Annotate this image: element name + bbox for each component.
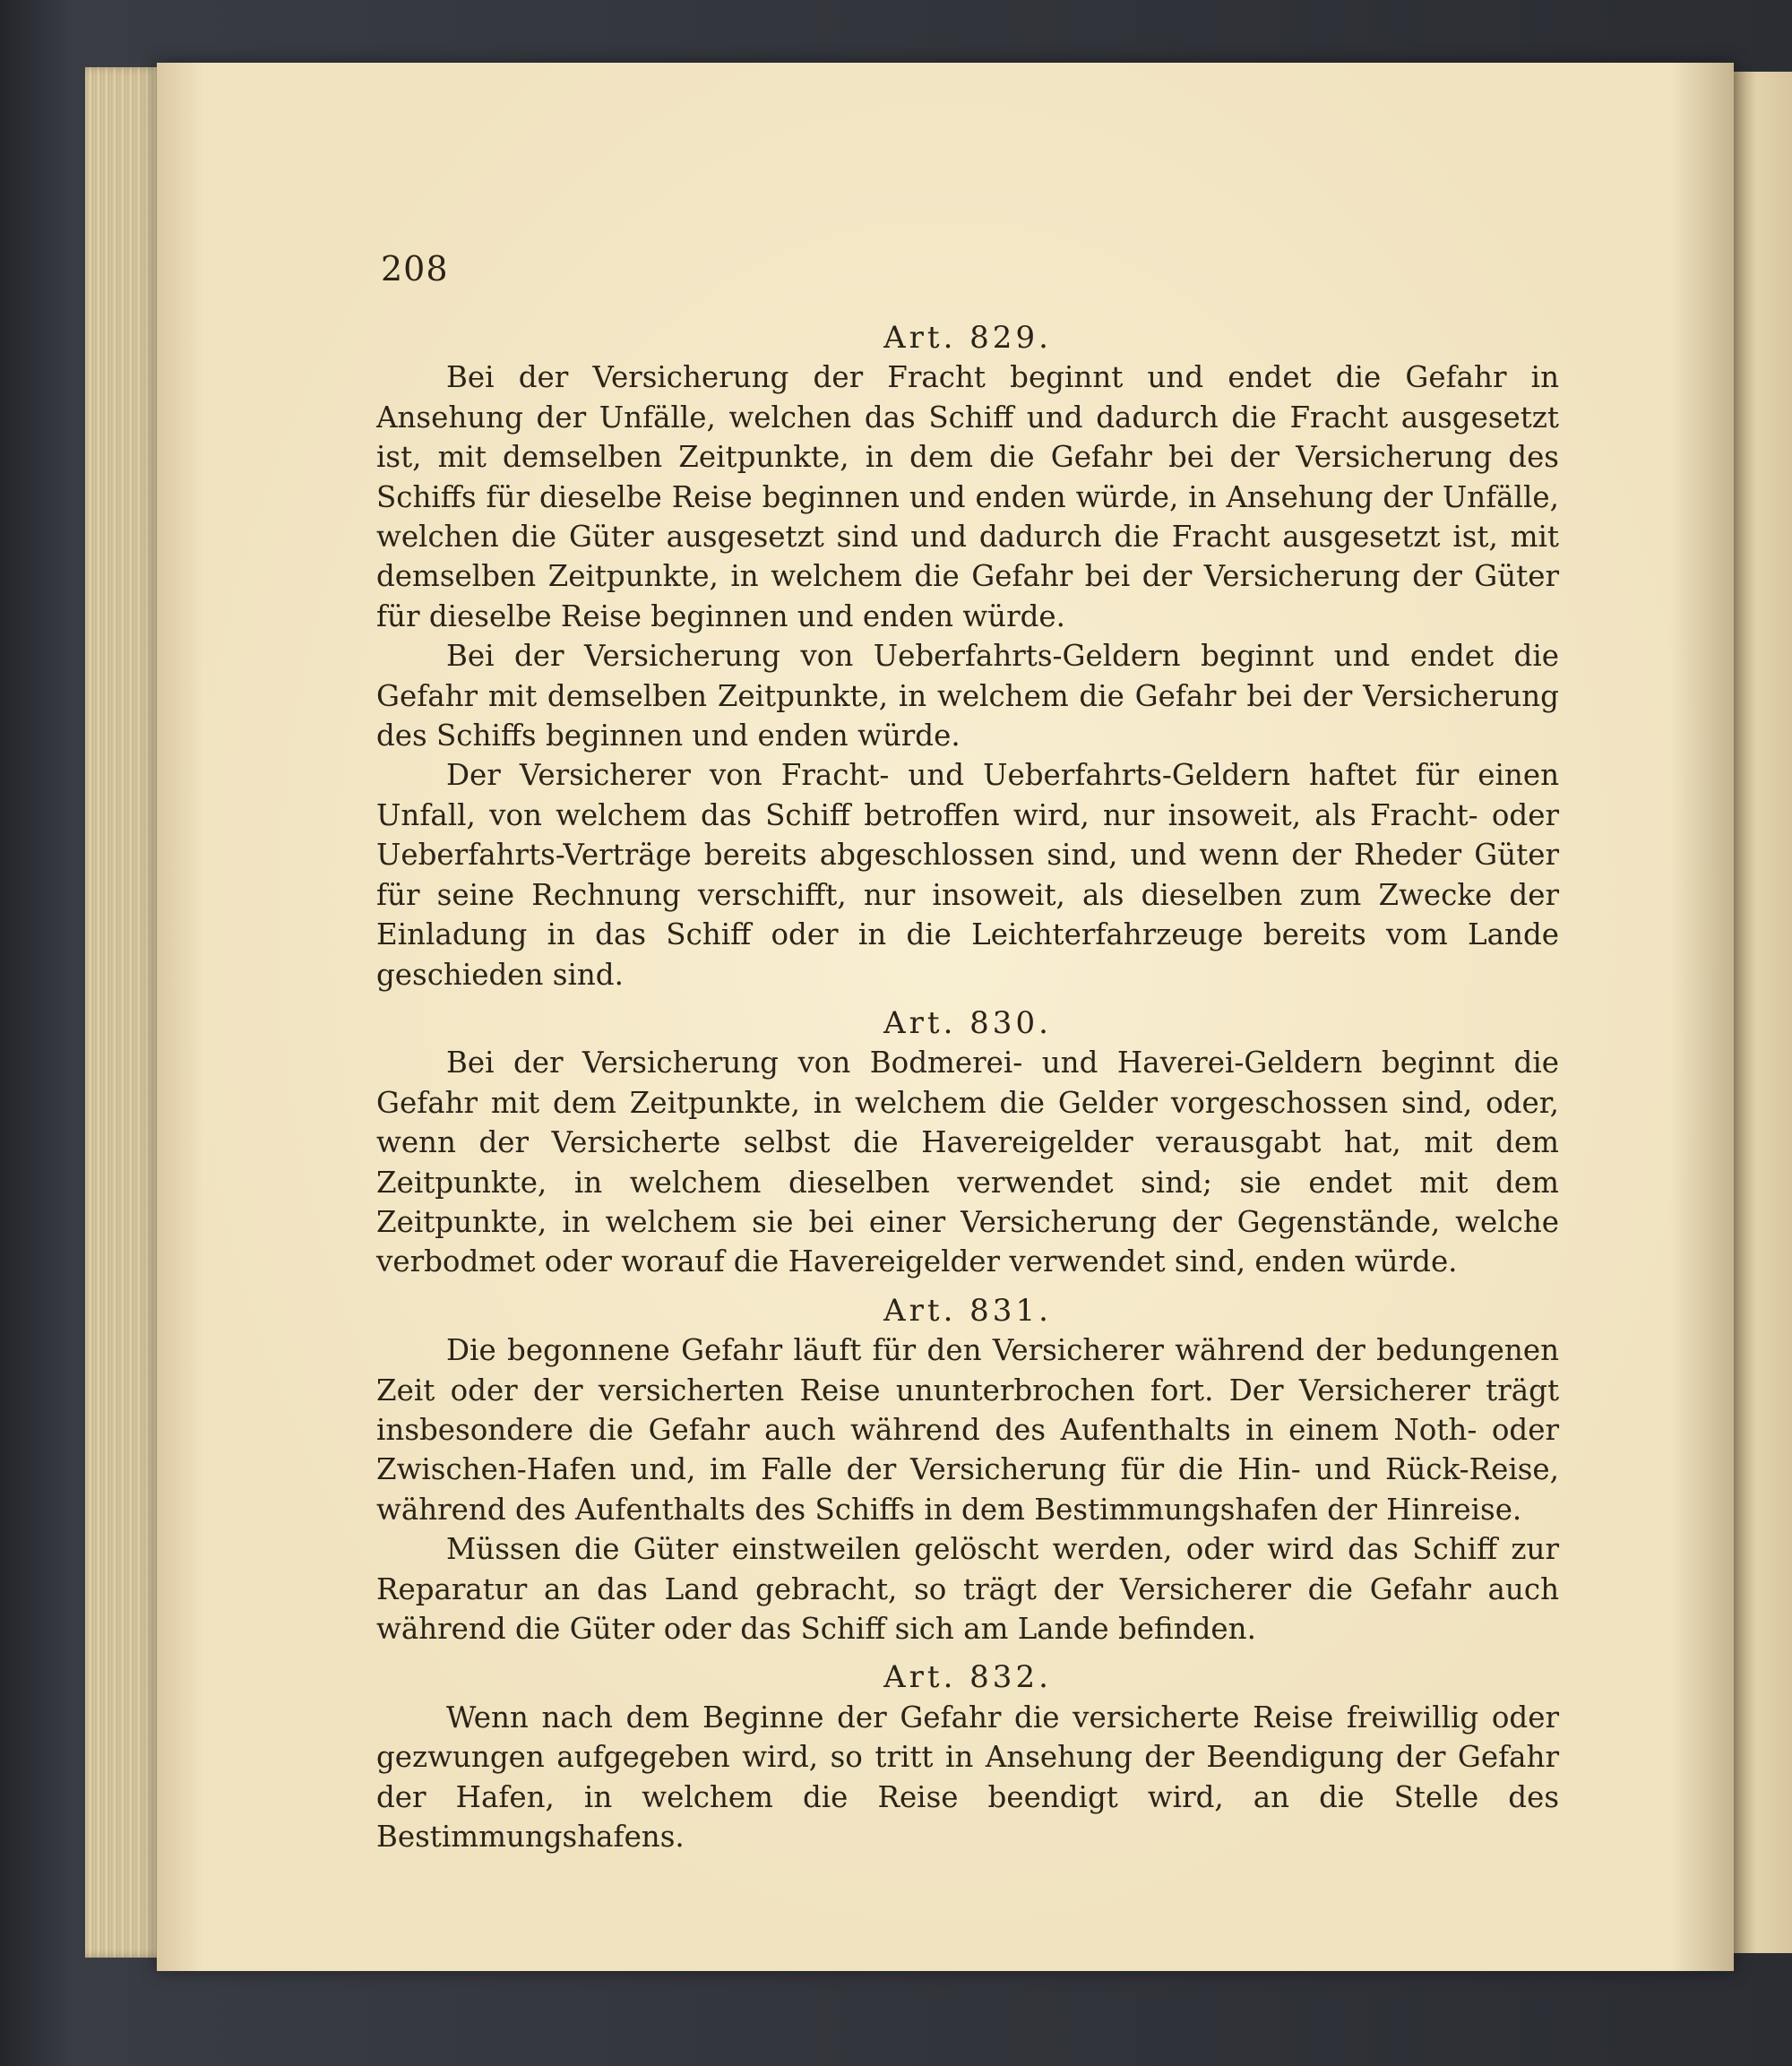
page-number: 208: [381, 249, 449, 288]
article-heading: Art. 830.: [883, 1004, 1052, 1041]
paragraph: Müssen die Güter einstweilen gelöscht werden, oder wird das Schiff zur Reparatur an das Land gebracht, so trägt der Versicherer die Gefahr auch während die Güter oder das Schiff sich am Lande befinden.: [376, 1532, 1559, 1646]
text-body: [376, 318, 1559, 1856]
paragraph: Die begonnene Gefahr läuft für den Versicherer während der bedungenen Zeit oder der versicherten Reise ununterbrochen fort. Der Versicherer trägt insbesondere die Gefahr auch während des Aufenthalts in einem Noth- oder Zwischen-Hafen und, im Falle der Versicherung für die Hin- und Rück-Reise, während des Aufenthalts des Schiffs in dem Bestimmungshafen der Hinreise.: [376, 1333, 1559, 1527]
paragraph: Bei der Versicherung von Ueberfahrts-Geldern beginnt und endet die Gefahr mit demselben Zeitpunkte, in welchem die Gefahr bei der Versicherung des Schiffs beginnen und enden würde.: [376, 639, 1559, 753]
paragraph: Bei der Versicherung der Fracht beginnt und endet die Gefahr in Ansehung der Unfälle, welchen das Schiff und dadurch die Fracht ausgesetzt ist, mit demselben Zeitpunkte, in dem die Gefahr bei der Versicherung des Schiffs für dieselbe Reise beginnen und enden würde, in Ansehung der Unfälle, welchen die Güter ausgesetzt sind und dadurch die Fracht ausgesetzt ist, mit demselben Zeitpunkte, in welchem die Gefahr bei der Versicherung der Güter für dieselbe Reise beginnen und enden würde.: [376, 360, 1559, 633]
article-heading: Art. 831.: [883, 1292, 1052, 1329]
paragraph: Bei der Versicherung von Bodmerei- und Haverei-Geldern beginnt die Gefahr mit dem Zeitpunkte, in welchem die Gelder vorgeschossen sind, oder, wenn der Versicherte selbst die Havereigelder verausgabt hat, mit dem Zeitpunkte, in welchem dieselben verwendet sind; sie endet mit dem Zeitpunkte, in welchem sie bei einer Versicherung der Gegenstände, welche verbodmet oder worauf die Havereigelder verwendet sind, enden würde.: [376, 1046, 1559, 1279]
facing-page-edge: [1734, 72, 1792, 1953]
article-heading: Art. 829.: [883, 320, 1052, 356]
paragraph: Wenn nach dem Beginne der Gefahr die versicherte Reise freiwillig oder gezwungen aufgegeben wird, so tritt in Ansehung der Beendigung der Gefahr der Hafen, in welchem die Reise beendigt wird, an die Stelle des Bestimmungshafens.: [376, 1700, 1559, 1855]
paragraph: Der Versicherer von Fracht- und Ueberfahrts-Geldern haftet für einen Unfall, von welchem das Schiff betroffen wird, nur insoweit, als Fracht- oder Ueberfahrts-Verträge bereits abgeschlossen sind, und wenn der Rheder Güter für seine Rechnung verschifft, nur insoweit, als dieselben zum Zwecke der Einladung in das Schiff oder in die Leichterfahrzeuge bereits vom Lande geschieden sind.: [376, 758, 1559, 992]
article-heading: Art. 832.: [883, 1659, 1052, 1696]
